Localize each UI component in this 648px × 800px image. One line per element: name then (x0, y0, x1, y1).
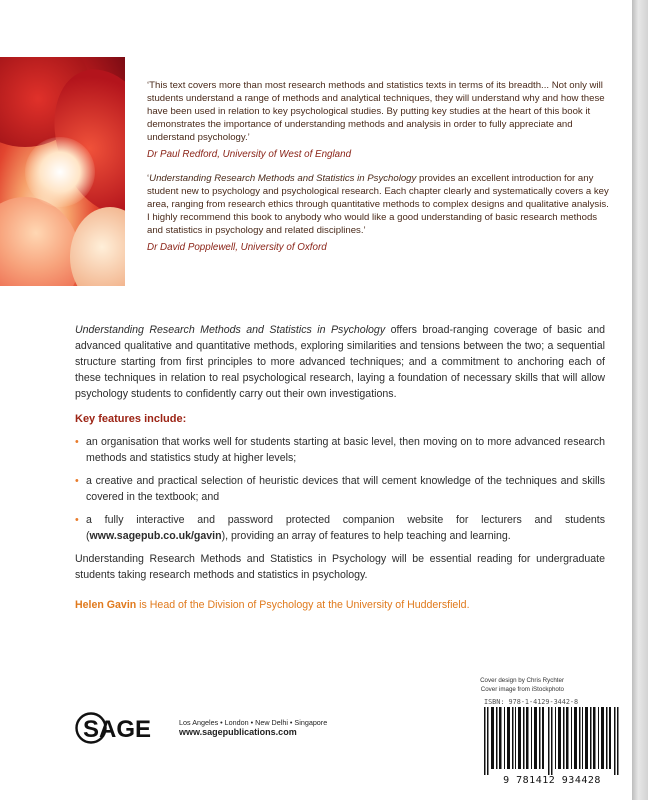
blurb (75, 322, 605, 613)
key-features-list (75, 434, 605, 544)
cover-flower-image (0, 57, 125, 286)
book-title: Understanding Research Methods and Statistics in Psychology (75, 324, 386, 336)
endorsement-author: Dr David Popplewell, University of Oxford (147, 241, 327, 253)
author-bio: Helen Gavin is Head of the Division of Psychology at the University of Huddersfield. (75, 599, 470, 611)
sage-logo-text: SAGE (83, 716, 152, 743)
list-item: • a fully interactive and password protected companion website for lecturers and students (www.sagepub.co.uk/gavin), providing an array of features to help teaching and learning. (75, 512, 605, 544)
endorsements (147, 80, 613, 255)
publisher-info (179, 718, 327, 738)
barcode-icon (484, 707, 620, 775)
petal (70, 207, 125, 286)
closing-text: Understanding Research Methods and Statistics in Psychology will be essential reading for undergraduate students taking research methods and statistics in psychology. (75, 553, 605, 581)
endorsement-1 (147, 80, 613, 161)
cover-design-credit: Cover design by Chris Rychter (480, 677, 564, 684)
isbn-label: ISBN: 978-1-4129-3442-8 (484, 698, 579, 706)
endorsement-text: ‘Understanding Research Methods and Statistics in Psychology provides an excellent introduction for any student new to psychology and psychological research. Each chapter clearly and systematically covers a key area, ranging from research ethics through quantitative methods to complex designs and qualitative analysis. I highly recommend this book to anybody who would like a good understanding of basic research methods and statistics in psychology and related disciplines.’ (147, 173, 609, 237)
author-name: Helen Gavin (75, 599, 137, 611)
barcode-box (478, 695, 626, 791)
publisher-url[interactable]: www.sagepublications.com (179, 727, 297, 737)
publisher-locations: Los Angeles • London • New Delhi • Singapore (179, 718, 328, 727)
spine-edge (632, 0, 648, 800)
endorsement-author: Dr Paul Redford, University of West of England (147, 148, 352, 160)
cover-image-credit: Cover image from iStockphoto (480, 686, 564, 693)
petal-highlight (25, 137, 95, 207)
sage-logo (75, 711, 170, 745)
list-item: • an organisation that works well for students starting at basic level, then moving on to more advanced research methods and statistics study at higher levels; (75, 434, 605, 466)
petal (0, 197, 80, 286)
isbn-number: 9 781412 934428 (503, 775, 601, 786)
book-title: Understanding Research Methods and Statistics in Psychology (149, 173, 417, 185)
companion-website-link[interactable]: www.sagepub.co.uk/gavin (89, 530, 222, 542)
list-item: • a creative and practical selection of heuristic devices that will cement knowledge of the techniques and skills covered in the textbook; and (75, 473, 605, 505)
endorsement-text: ‘This text covers more than most research methods and statistics texts in terms of its breadth... Not only will students understand a range of methods and analytical techniques, they will understand why and how these have been used in relation to key psychological studies. By putting key studies at the heart of this book it demonstrates the importance of understanding methods and analysis in order to fully appreciate and understand psychology.’ (147, 80, 605, 143)
description: Understanding Research Methods and Statistics in Psychology offers broad-ranging coverage of basic and advanced qualitative and quantitative methods, exploring similarities and tensions between the two; a sequential structure starting from first principles to more advanced techniques; and a commitment to anchoring each of these techniques in relation to real psychological research, laying a foundation of necessary skills that will allow psychology students to confidently carry out their own investigations. (75, 324, 605, 400)
endorsement-2 (147, 173, 613, 254)
key-features-heading: Key features include: (75, 413, 187, 425)
cover-credits (440, 676, 564, 694)
